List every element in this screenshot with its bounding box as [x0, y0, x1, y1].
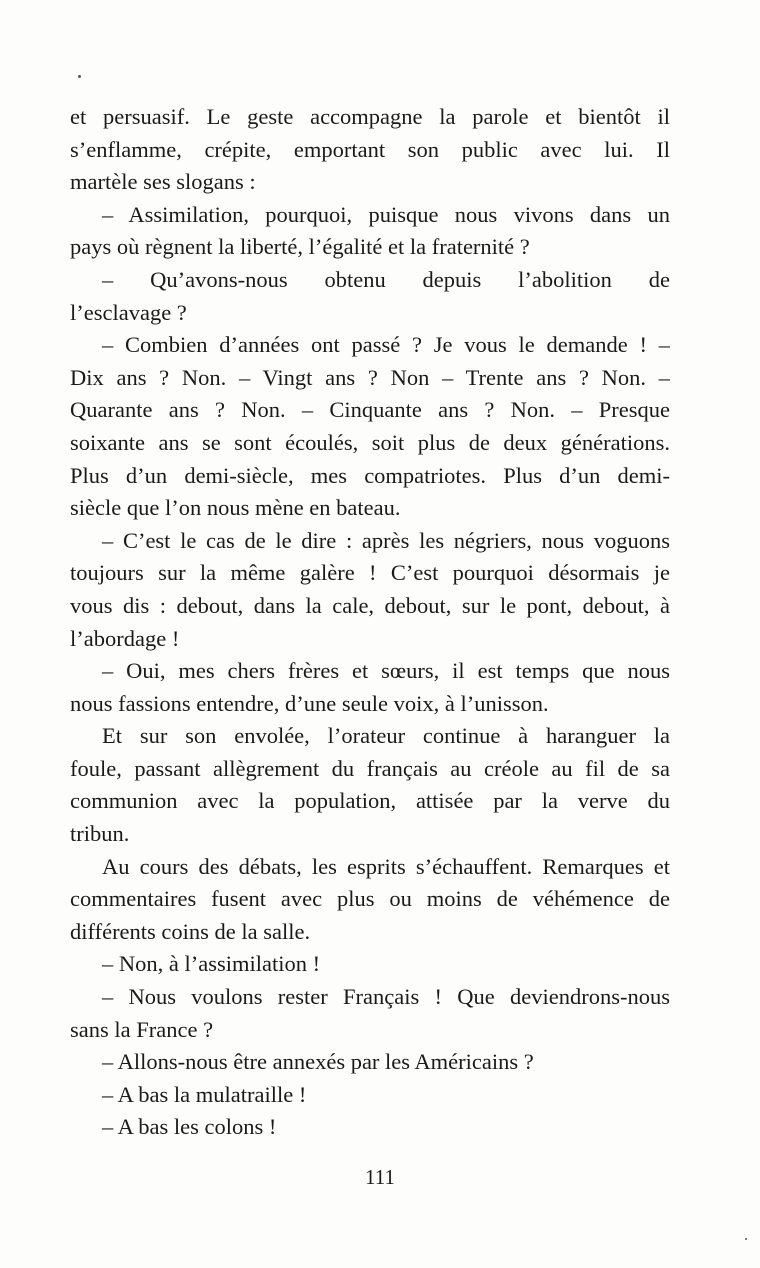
text-line: – Nous voulons rester Français ! Que deviendrons-nous	[102, 984, 670, 1010]
text-line: – C’est le cas de le dire : après les négriers, nous voguons	[102, 527, 670, 553]
text-line: – Non, à l’assimilation !	[102, 951, 321, 977]
text-line: toujours sur la même galère ! C’est pourquoi désormais je	[70, 560, 670, 586]
text-line: différents coins de la salle.	[70, 918, 311, 944]
text-line: Quarante ans ? Non. – Cinquante ans ? Non. – Presque	[70, 397, 670, 423]
text-line: – A bas les colons !	[102, 1114, 277, 1140]
text-line: communion avec la population, attisée par la verve du	[70, 788, 670, 814]
ink-speck	[78, 75, 81, 78]
text-line: Dix ans ? Non. – Vingt ans ? Non – Trente ans ? Non. –	[70, 364, 670, 390]
text-line: – Allons-nous être annexés par les Américains ?	[102, 1049, 534, 1075]
text-line: Et sur son envolée, l’orateur continue à haranguer la	[102, 723, 670, 749]
text-line: – A bas la mulatraille !	[102, 1081, 307, 1107]
text-line: l’abordage !	[70, 625, 180, 651]
body-text	[70, 101, 670, 1144]
page-number: 111	[365, 1165, 395, 1189]
text-line: nous fassions entendre, d’une seule voix, à l’unisson.	[70, 690, 549, 716]
text-line: vous dis : debout, dans la cale, debout, sur le pont, debout, à	[70, 592, 670, 618]
text-line: soixante ans se sont écoulés, soit plus de deux générations.	[70, 429, 670, 455]
text-line: – Qu’avons-nous obtenu depuis l’abolition de	[102, 266, 670, 292]
text-line: sans la France ?	[70, 1016, 214, 1042]
text-line: Au cours des débats, les esprits s’échauffent. Remarques et	[102, 853, 670, 879]
text-line: martèle ses slogans :	[70, 169, 256, 195]
text-line: commentaires fusent avec plus ou moins de véhémence de	[70, 886, 670, 912]
text-line: et persuasif. Le geste accompagne la parole et bientôt il	[70, 104, 670, 129]
text-line: Plus d’un demi-siècle, mes compatriotes. Plus d’un demi-	[70, 462, 670, 488]
text-line: siècle que l’on nous mène en bateau.	[70, 495, 401, 521]
text-line: l’esclavage ?	[70, 299, 187, 325]
text-line: s’enflamme, crépite, emportant son public avec lui. Il	[70, 136, 670, 162]
text-line: pays où règnent la liberté, l’égalité et la fraternité ?	[70, 234, 530, 260]
text-line: – Combien d’années ont passé ? Je vous le demande ! –	[102, 332, 670, 358]
text-line: – Assimilation, pourquoi, puisque nous vivons dans un	[102, 201, 670, 227]
text-line: foule, passant allègrement du français au créole au fil de sa	[70, 755, 670, 781]
text-line: tribun.	[70, 821, 130, 847]
ink-speck	[745, 1238, 747, 1240]
text-line: – Oui, mes chers frères et sœurs, il est temps que nous	[102, 658, 670, 684]
